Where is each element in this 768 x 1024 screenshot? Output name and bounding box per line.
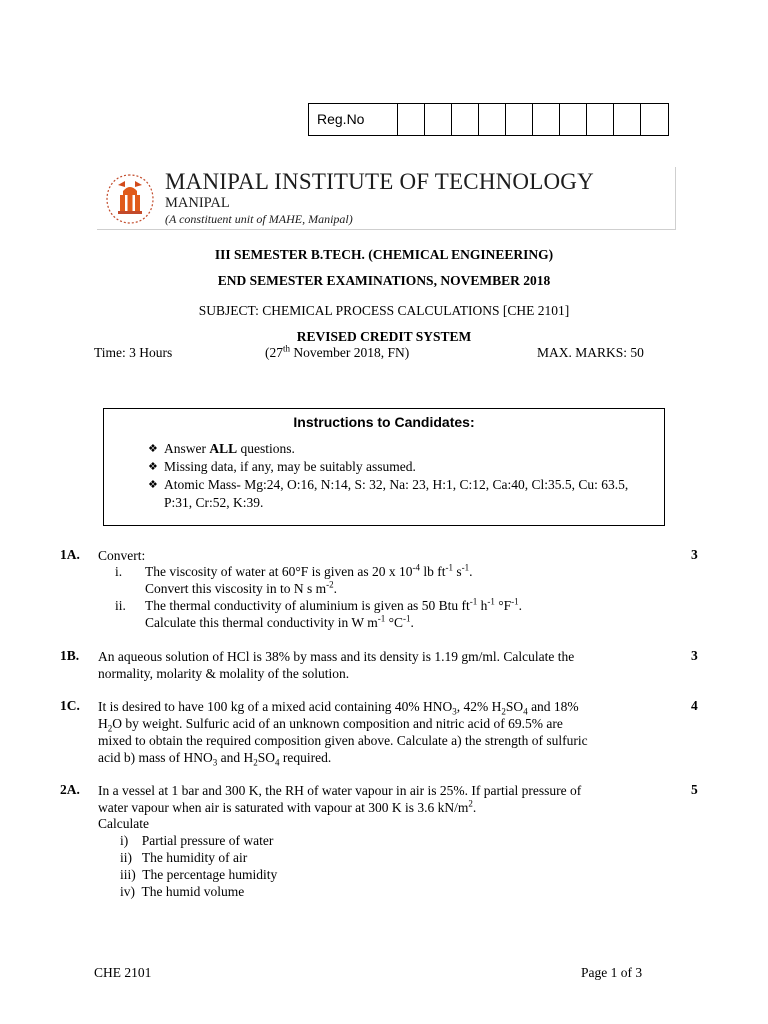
question-marks: 3 bbox=[691, 648, 698, 663]
reg-no-box bbox=[308, 103, 669, 136]
question-number: 1A. bbox=[60, 547, 80, 562]
question-text: Calculate bbox=[98, 816, 149, 831]
instructions-title: Instructions to Candidates: bbox=[293, 414, 475, 430]
reg-no-cell bbox=[398, 104, 425, 135]
semester-title: III SEMESTER B.TECH. (CHEMICAL ENGINEERING) bbox=[214, 247, 554, 262]
reg-no-cell bbox=[587, 104, 614, 135]
institute-header bbox=[97, 167, 676, 230]
sub-question-text: iv) The humid volume bbox=[120, 884, 245, 899]
reg-no-cell bbox=[506, 104, 533, 135]
sub-question-text: ii) The humidity of air bbox=[120, 850, 248, 865]
question-text: acid b) mass of $HNO_3$ and $H_2SO_4$ required. bbox=[98, 750, 332, 768]
reg-no-label: Reg.No bbox=[309, 104, 398, 135]
institute-city: MANIPAL bbox=[165, 195, 230, 211]
question-marks: 5 bbox=[691, 782, 698, 797]
sub-question-label: ii. bbox=[115, 598, 126, 613]
instruction-item: ❖ Answer ALL questions. bbox=[148, 441, 295, 456]
max-marks: MAX. MARKS: 50 bbox=[537, 345, 644, 360]
question-number: 1B. bbox=[60, 648, 80, 663]
question-marks: 3 bbox=[691, 547, 698, 562]
sub-question-text: Calculate this thermal conductivity in W $m^{-1}$ $^\circ C^{-1}$. bbox=[145, 613, 414, 630]
reg-no-cell bbox=[479, 104, 506, 135]
question-text: normality, molarity & molality of the solution. bbox=[98, 666, 350, 681]
sub-question-text: i) Partial pressure of water bbox=[120, 833, 274, 848]
sub-question-text: iii) The percentage humidity bbox=[120, 867, 278, 882]
institute-name: MANIPAL INSTITUTE OF TECHNOLOGY bbox=[165, 169, 594, 194]
question-text: In a vessel at 1 bar and 300 K, the RH of water vapour in air is 25%. If partial pressure of bbox=[98, 783, 582, 798]
reg-no-cell bbox=[560, 104, 587, 135]
reg-no-cell bbox=[452, 104, 479, 135]
subject-line: SUBJECT: CHEMICAL PROCESS CALCULATIONS [CHE 2101] bbox=[198, 303, 570, 318]
exam-date: (27th November 2018, FN) bbox=[265, 343, 410, 360]
question-text: Convert: bbox=[98, 548, 146, 563]
reg-no-cells bbox=[398, 104, 668, 135]
institute-logo-icon bbox=[103, 171, 157, 227]
instruction-item: ❖ Missing data, if any, may be suitably assumed. bbox=[148, 459, 416, 474]
exam-session: END SEMESTER EXAMINATIONS, NOVEMBER 2018 bbox=[217, 273, 551, 288]
diamond-bullet-icon: ❖ bbox=[148, 443, 158, 455]
question-text: An aqueous solution of HCl is 38% by mass and its density is 1.19 gm/ml. Calculate the bbox=[98, 649, 575, 664]
diamond-bullet-icon: ❖ bbox=[148, 461, 158, 473]
question-text: $H_2O$ by weight. Sulfuric acid of an unknown composition and nitric acid of 69.5% are bbox=[98, 716, 563, 734]
institute-note: (A constituent unit of MAHE, Manipal) bbox=[165, 212, 353, 226]
instructions-list bbox=[148, 440, 653, 512]
question-text: mixed to obtain the required composition given above. Calculate a) the strength of sulfuric bbox=[98, 733, 588, 748]
question-text: It is desired to have 100 kg of a mixed acid containing 40% $HNO_3$, 42% $H_2SO_4$ and 18% bbox=[98, 699, 579, 717]
sub-question-text: Convert this viscosity in to N s $m^{-2}$. bbox=[145, 579, 338, 596]
question-text: water vapour when air is saturated with vapour at 300 K is 3.6 $kN/m^2$. bbox=[98, 798, 477, 815]
instruction-item: ❖ Atomic Mass- Mg:24, O:16, N:14, S: 32, Na: 23, H:1, C:12, Ca:40, Cl:35.5, Cu: 63.5, P:31, Cr:52, K:39. bbox=[148, 477, 629, 510]
diamond-bullet-icon: ❖ bbox=[148, 479, 158, 491]
reg-no-cell bbox=[533, 104, 560, 135]
sub-question-text: The thermal conductivity of aluminium is given as 50 Btu $ft^{-1}$ $h^{-1}$ $^\circ F^{-1}$. bbox=[145, 596, 522, 613]
reg-no-cell bbox=[641, 104, 668, 135]
footer-page-number: Page 1 of 3 bbox=[581, 965, 643, 980]
question-marks: 4 bbox=[691, 698, 698, 713]
instructions-box bbox=[103, 408, 665, 526]
footer-course-code: CHE 2101 bbox=[94, 965, 152, 980]
reg-no-cell bbox=[614, 104, 641, 135]
question-number: 1C. bbox=[60, 698, 80, 713]
sub-question-label: i. bbox=[115, 564, 123, 579]
sub-question-text: The viscosity of water at 60°F is given as 20 x $10^{-4}$ lb $ft^{-1}$ $s^{-1}$. bbox=[145, 562, 473, 579]
question-number: 2A. bbox=[60, 782, 80, 797]
reg-no-cell bbox=[425, 104, 452, 135]
credit-system: REVISED CREDIT SYSTEM bbox=[296, 329, 472, 344]
exam-time: Time: 3 Hours bbox=[94, 345, 173, 360]
